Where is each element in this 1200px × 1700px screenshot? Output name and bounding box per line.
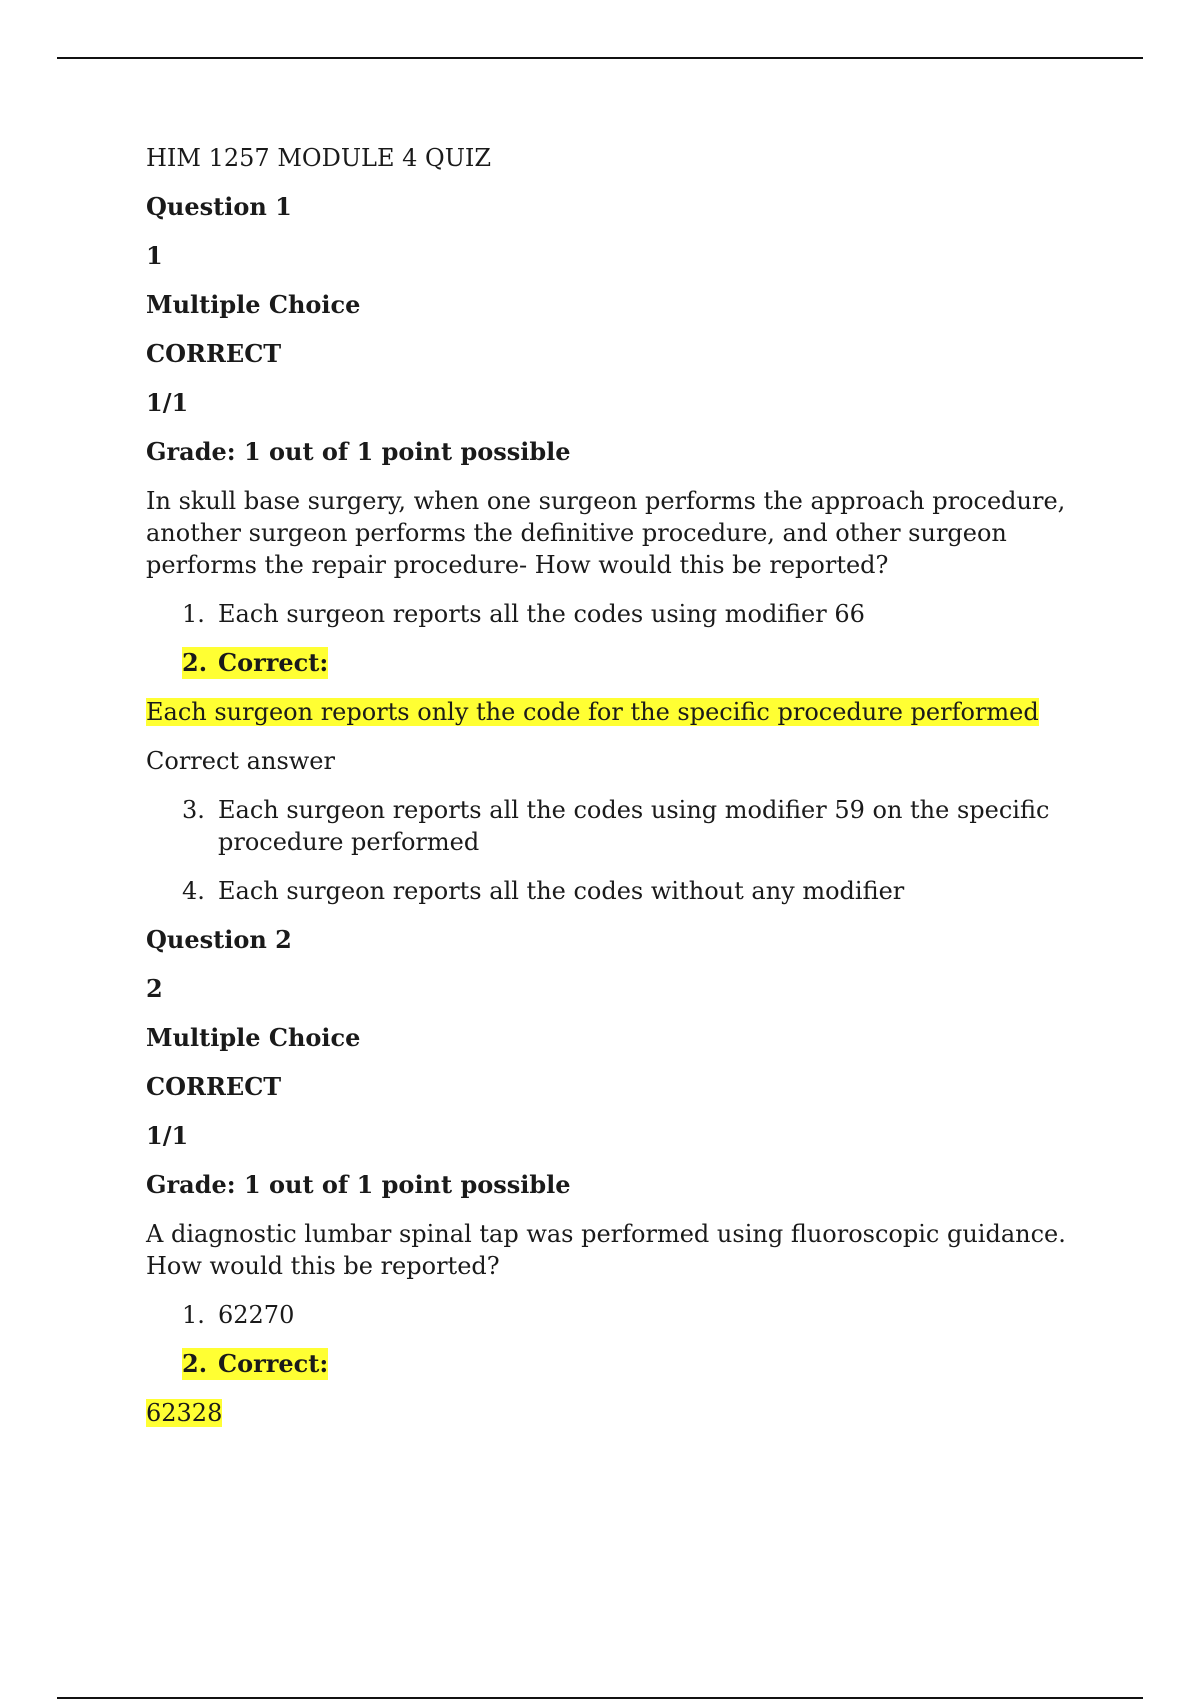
question-score: 1/1 — [146, 388, 189, 417]
question-number: 1 — [146, 241, 163, 270]
question-type: Multiple Choice — [146, 290, 361, 319]
question-heading: Question 2 — [146, 925, 292, 954]
correct-label: Correct: — [218, 1349, 329, 1378]
option-text: Each surgeon reports all the codes using modifier 66 — [218, 600, 865, 628]
question-grade: Grade: 1 out of 1 point possible — [146, 437, 571, 466]
option-number: 4. — [182, 877, 205, 905]
question-type: Multiple Choice — [146, 1023, 361, 1052]
question-status: CORRECT — [146, 1072, 282, 1101]
correct-answer-label: Correct answer — [146, 747, 335, 775]
correct-answer-text — [146, 1397, 1086, 1429]
option-number: 2. — [182, 1349, 208, 1378]
correct-answer-highlight: 62328 — [146, 1399, 223, 1427]
correct-label: Correct: — [218, 648, 329, 677]
answer-option-correct — [182, 647, 1086, 679]
question-heading: Question 1 — [146, 192, 292, 221]
answer-option — [182, 794, 1086, 858]
answer-option — [182, 598, 1086, 630]
option-text: 62270 — [218, 1301, 295, 1329]
document-title: HIM 1257 MODULE 4 QUIZ — [146, 144, 492, 172]
question-status: CORRECT — [146, 339, 282, 368]
answer-option — [182, 1299, 1086, 1331]
answer-option-correct — [182, 1348, 1086, 1380]
question-prompt: A diagnostic lumbar spinal tap was performed using fluoroscopic guidance. How would this be reported? — [146, 1220, 1066, 1280]
question-prompt: In skull base surgery, when one surgeon performs the approach procedure, another surgeon performs the definitive procedure, and other surgeon performs the repair procedure- How would this be reported? — [146, 487, 1066, 579]
option-number: 1. — [182, 600, 205, 628]
question-score: 1/1 — [146, 1121, 189, 1150]
bottom-rule — [57, 1697, 1143, 1699]
question-grade: Grade: 1 out of 1 point possible — [146, 1170, 571, 1199]
correct-answer-text — [146, 696, 1086, 728]
correct-answer-highlight: Each surgeon reports only the code for the specific procedure performed — [146, 698, 1039, 726]
option-number: 2. — [182, 648, 208, 677]
option-text: Each surgeon reports all the codes without any modifier — [218, 877, 905, 905]
option-number: 3. — [182, 796, 205, 824]
answer-option — [182, 875, 1086, 907]
top-rule — [57, 57, 1143, 59]
question-number: 2 — [146, 974, 163, 1003]
option-text: Each surgeon reports all the codes using modifier 59 on the specific procedure performed — [218, 796, 1050, 856]
document-page — [146, 142, 1086, 1446]
option-number: 1. — [182, 1301, 205, 1329]
